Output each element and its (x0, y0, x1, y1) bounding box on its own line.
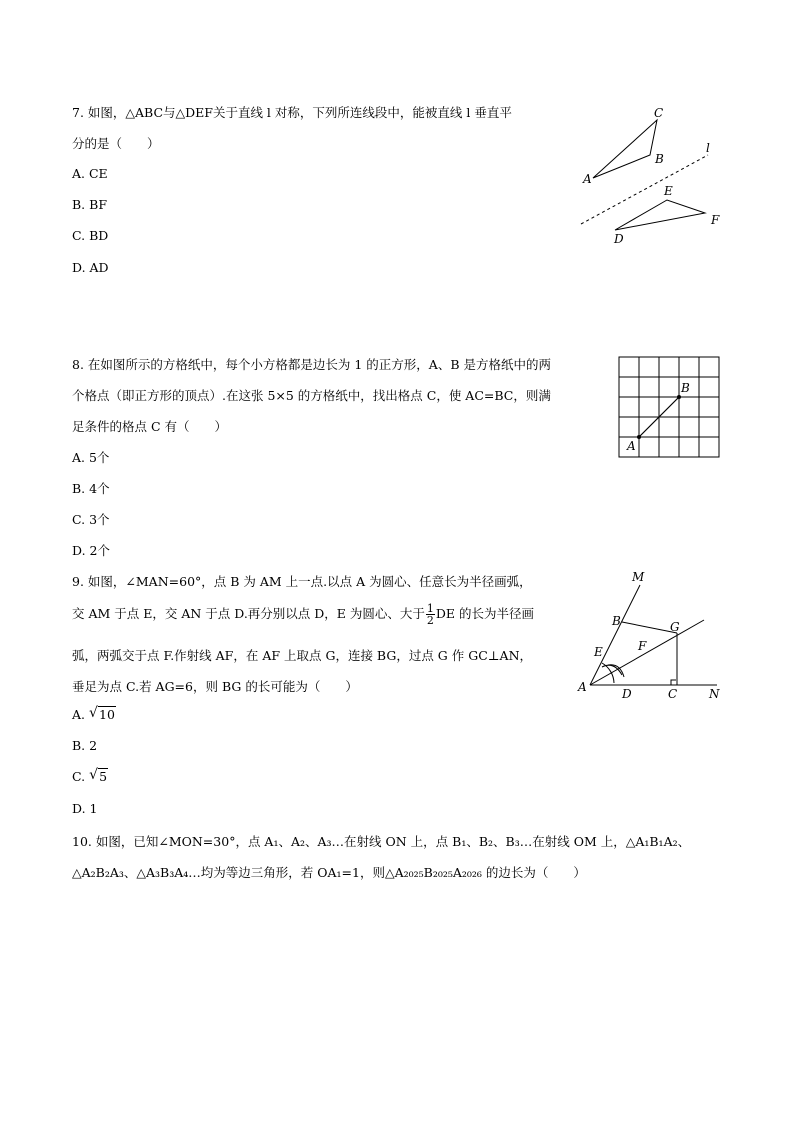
q7-option-d[interactable]: D. AD (72, 260, 109, 275)
q10-stem-line1: 10. 如图，已知∠MON=30°，点 A₁、A₂、A₃…在射线 ON 上，点 B₁、B₂、B₃…在射线 OM 上，△A₁B₁A₂、 (72, 834, 691, 849)
option-a-prefix: A. (72, 707, 86, 722)
q8-stem-line1: 8. 在如图所示的方格纸中，每个小方格都是边长为 1 的正方形，A、B 是方格纸中的两 (72, 357, 551, 372)
q7-stem-line1: 7. 如图，△ABC与△DEF关于直线 l 对称，下列所连线段中，能被直线 l 垂直平 (72, 105, 512, 120)
label-g: G (670, 620, 680, 634)
label-f: F (638, 639, 647, 653)
option-c-prefix: C. (72, 769, 86, 784)
right-angle-mark (671, 680, 676, 685)
label-b: B (612, 614, 621, 628)
label-e: E (664, 184, 673, 198)
q9-option-a[interactable] (72, 707, 116, 722)
q9-option-d[interactable]: D. 1 (72, 801, 98, 816)
ray-am (590, 585, 640, 685)
q9-figure (572, 565, 728, 705)
q7-stem-line2: 分的是（ ） (72, 136, 160, 151)
q10-stem-line2: △A₂B₂A₃、△A₃B₃A₄…均为等边三角形，若 OA₁=1，则△A₂₀₂₅B₂₀₂₅A₂₀₂₆ 的边长为（ ） (72, 865, 586, 880)
q8-grid-figure (618, 355, 722, 459)
label-c: C (654, 106, 664, 120)
q9-stem-line1: 9. 如图，∠MAN=60°，点 B 为 AM 上一点.以点 A 为圆心、任意长为半径画弧， (72, 574, 532, 589)
label-d: D (622, 687, 632, 701)
label-a: A (627, 439, 636, 453)
q9-option-c[interactable] (72, 769, 108, 784)
label-a: A (583, 172, 592, 186)
q9-option-b[interactable]: B. 2 (72, 738, 98, 753)
sqrt-10 (89, 707, 116, 722)
fraction-numerator: 1 (426, 602, 434, 615)
q8-stem-line2: 个格点（即正方形的顶点）.在这张 5×5 的方格纸中，找出格点 C，使 AC=BC，则满 (72, 388, 551, 403)
q9-stem-line2 (72, 603, 534, 626)
q9-stem-line4: 垂足为点 C.若 AG=6，则 BG 的长可能为（ ） (72, 679, 358, 694)
triangle-def (615, 200, 705, 230)
q7-option-a[interactable]: A. CE (72, 166, 108, 181)
q9-stem-line2-part2: DE 的长为半径画 (435, 606, 535, 621)
radicand-5: 5 (99, 769, 108, 784)
label-b: B (681, 381, 690, 395)
segment-bg (622, 622, 677, 633)
label-n: N (709, 687, 720, 701)
fraction-one-half (426, 603, 435, 626)
triangle-abc (593, 120, 657, 178)
q8-option-d[interactable]: D. 2个 (72, 543, 110, 558)
label-m: M (632, 570, 645, 584)
label-c: C (668, 687, 678, 701)
label-l: l (706, 141, 710, 155)
label-a: A (578, 680, 587, 694)
q9-stem-line2-part1: 交 AM 于点 E，交 AN 于点 D.再分别以点 D，E 为圆心、大于 (72, 606, 425, 621)
q8-stem-line3: 足条件的格点 C 有（ ） (72, 419, 228, 434)
fraction-denominator: 2 (426, 614, 434, 627)
q7-figure (575, 100, 725, 250)
label-e: E (594, 645, 603, 659)
axis-l (581, 155, 708, 224)
ray-af (590, 620, 704, 685)
radicand-10: 10 (99, 707, 115, 722)
sqrt-5 (89, 769, 108, 784)
q7-option-b[interactable]: B. BF (72, 197, 107, 212)
label-f: F (711, 213, 720, 227)
q7-option-c[interactable]: C. BD (72, 228, 109, 243)
q8-option-c[interactable]: C. 3个 (72, 512, 110, 527)
q8-option-b[interactable]: B. 4个 (72, 481, 110, 496)
point-a (637, 435, 641, 439)
label-b: B (655, 152, 664, 166)
q8-option-a[interactable]: A. 5个 (72, 450, 110, 465)
point-b (677, 395, 681, 399)
label-d: D (614, 232, 624, 246)
q9-stem-line3: 弧，两弧交于点 F.作射线 AF，在 AF 上取点 G，连接 BG，过点 G 作 GC⊥AN， (72, 648, 533, 663)
